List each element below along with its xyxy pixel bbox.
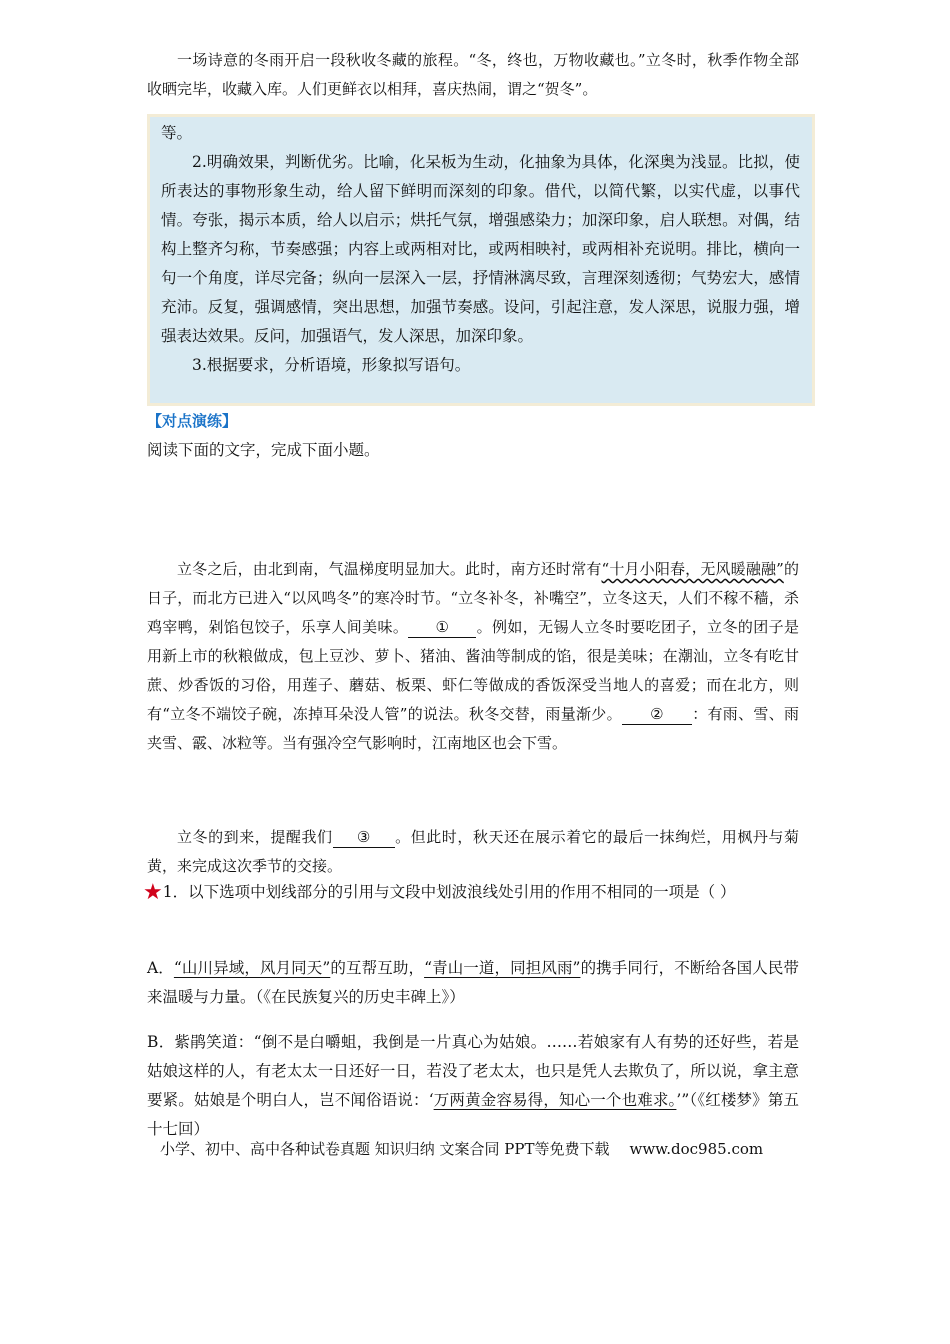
- option-a: [147, 954, 799, 1012]
- tips-point-2: 2.明确效果，判断优劣。比喻，化呆板为生动，化抽象为具体，化深奥为浅显。比拟，使所表达的事物形象生动，给人留下鲜明而深刻的印象。借代，以简代繁，以实代虚，以事代情。夸张，揭示本质，给人以启示；烘托气氛，增强感染力；加深印象，启人联想。对偶，结构上整齐匀称，节奏感强；内容上或两相对比，或两相映衬，或两相补充说明。排比，横向一句一个角度，详尽完备；纵向一层深入一层，抒情淋漓尽致，言理深刻透彻；气势宏大，感情充沛。反复，强调感情，突出思想，加强节奏感。设问，引起注意，发人深思，说服力强，增强表达效果。反问，加强语气，发人深思，加深印象。: [161, 153, 800, 345]
- option-a-underline-1: “山川异域，风月同天”: [173, 959, 331, 977]
- option-a-label: A．: [147, 959, 174, 977]
- wavy-quote: “十月小阳春，无风暖融融”: [601, 560, 784, 578]
- option-b-text: 紫鹃笑道：“倒不是白嚼蛆，我倒是一片真心为姑娘。……若娘家有人有势的还好些，若是姑娘这样的人，有老太太一日还好一日，若没了老太太，也只是凭人去欺负了，所以说，拿主意要紧。姑娘是个明白人，岂不闻俗语说：‘: [147, 1033, 799, 1109]
- p2-text-b: 的日子，而北方已进入“以风鸣冬”的寒冷时节。“立冬补冬，补嘴空”，立冬这天，人们不稼不穑，杀鸡宰鸭，剁馅包饺子，乐享人间美味。: [147, 560, 799, 636]
- passage-paragraph-2: [147, 555, 799, 758]
- option-a-rest: 的携手同行，不断给各国人民带来温暖与力量。（《在民族复兴的历史丰碑上》）: [147, 959, 799, 1006]
- option-b-label: B．: [147, 1033, 175, 1051]
- passage-paragraph-1: 一场诗意的冬雨开启一段秋收冬藏的旅程。“冬，终也，万物收藏也。”立冬时，秋季作物全部收晒完毕，收藏入库。人们更鲜衣以相拜，喜庆热闹，谓之“贺冬”。: [147, 51, 799, 98]
- question-1: [143, 878, 799, 907]
- passage-paragraph-3: [147, 823, 799, 881]
- option-b: [147, 1028, 799, 1144]
- star-icon: ★: [143, 880, 163, 905]
- blank-2: ②: [622, 704, 692, 725]
- tips-point-3: 3.根据要求，分析语境，形象拟写语句。: [192, 356, 471, 374]
- p2-text-c: 。例如，无锡人立冬时要吃团子，立冬的团子是用新上市的秋粮做成，包上豆沙、萝卜、猪油、酱油等制成的馅，很是美味；在潮汕，立冬有吃甘蔗、炒香饭的习俗，用莲子、蘑菇、板栗、虾仁等做成的香饭深受当地人的喜爱；而在北方，则有“立冬不端饺子碗，冻掉耳朵没人管”的说法。秋冬交替，雨量渐少。: [147, 618, 799, 723]
- blank-1: ①: [408, 617, 476, 638]
- footer-site-link[interactable]: www.doc985.com: [629, 1140, 764, 1158]
- p2-text-d: ：有雨、雪、雨夹雪、霰、冰粒等。当有强冷空气影响时，江南地区也会下雪。: [147, 705, 799, 752]
- tips-box: [147, 114, 815, 406]
- footer: [160, 1138, 763, 1159]
- tips-line0: 等。: [161, 124, 193, 142]
- instruction: 阅读下面的文字，完成下面小题。: [147, 441, 380, 459]
- p3-text-b: 。但此时，秋天还在展示着它的最后一抹绚烂，用枫丹与菊黄，来完成这次季节的交接。: [147, 828, 799, 875]
- option-b-underline: 万两黄金容易得，知心一个也难求。: [433, 1091, 677, 1109]
- option-a-mid: 的互帮互助，: [330, 959, 425, 977]
- option-a-underline-2: “青山一道，同担风雨”: [424, 959, 581, 977]
- blank-3: ③: [333, 827, 395, 848]
- footer-text: 小学、初中、高中各种试卷真题 知识归纳 文案合同 PPT等免费下载: [160, 1140, 610, 1158]
- p2-text-a: 立冬之后，由北到南，气温梯度明显加大。此时，南方还时常有: [177, 560, 602, 578]
- p3-text-a: 立冬的到来，提醒我们: [177, 828, 333, 846]
- section-heading: 【对点演练】: [147, 412, 238, 430]
- question-1-text: 1．以下选项中划线部分的引用与文段中划波浪线处引用的作用不相同的一项是（ ）: [162, 883, 736, 901]
- option-b-rest: ’”（《红楼梦》第五十七回）: [147, 1091, 799, 1138]
